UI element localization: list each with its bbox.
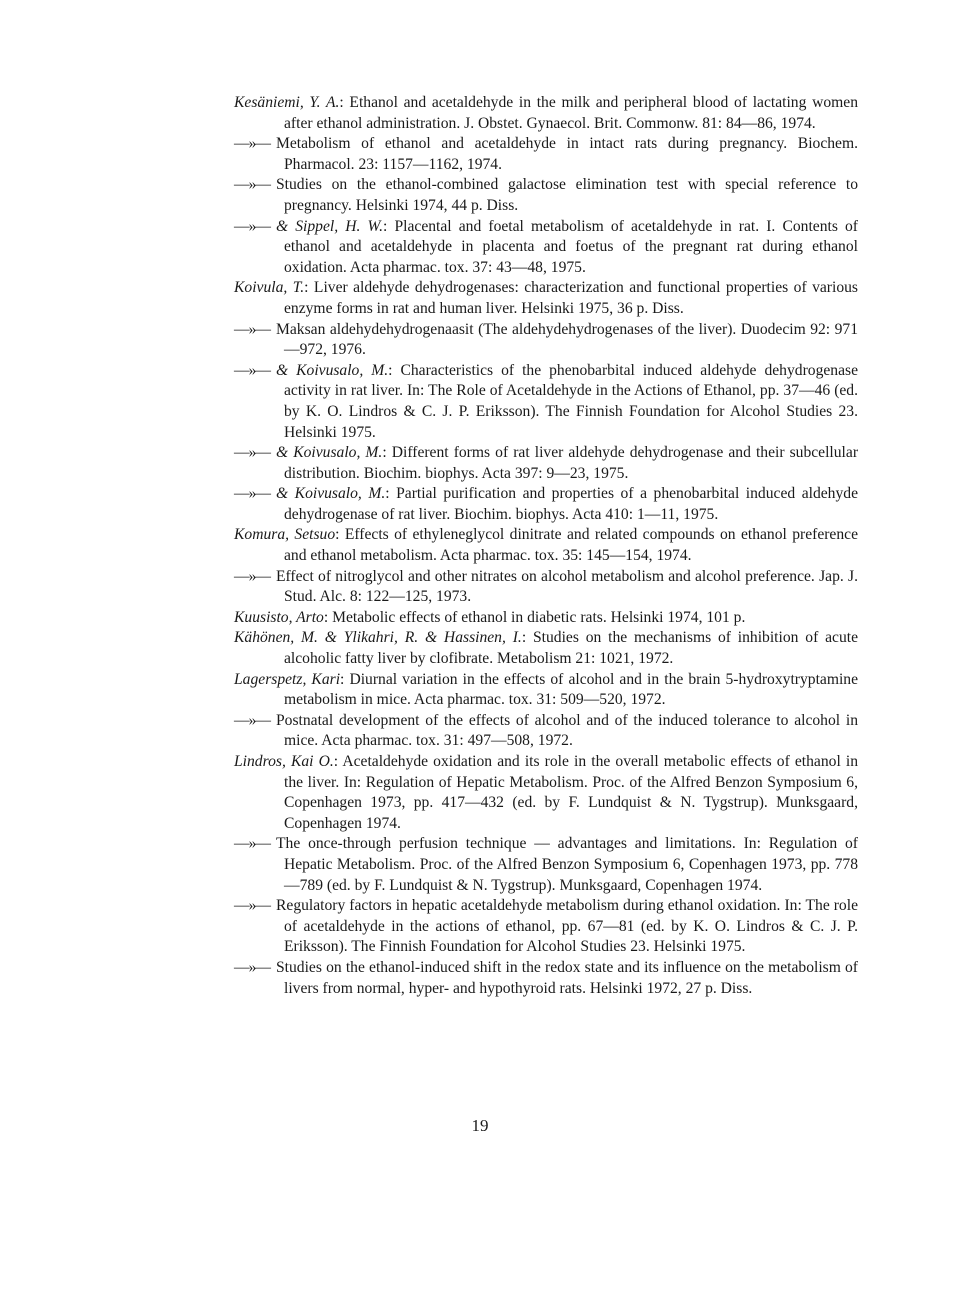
reference-separator: : <box>340 670 350 688</box>
reference-author: & Koivusalo, M. <box>276 361 389 379</box>
reference-author: Koivula, T. <box>234 279 305 297</box>
reference-entry <box>234 752 858 834</box>
reference-entry <box>234 958 858 999</box>
reference-entry <box>234 711 858 752</box>
reference-text: Effects of ethyleneglycol dinitrate and related compounds on ethanol preference and ethanol metabolism. Acta pharmac. tox. 35: 145—154, 1974. <box>284 526 858 565</box>
reference-author: & Sippel, H. W. <box>276 217 383 235</box>
ditto-dash: —»— <box>234 135 270 153</box>
reference-text: Liver aldehyde dehydrogenases: characterization and functional properties of various enzyme forms in rat and human liver. Helsinki 1975, 36 p. Diss. <box>284 279 858 317</box>
reference-separator: : <box>385 485 397 503</box>
reference-author: & Koivusalo, M. <box>276 444 383 462</box>
reference-separator: : <box>323 608 333 626</box>
reference-separator: : <box>521 629 533 647</box>
reference-entry <box>234 896 858 958</box>
reference-entry <box>234 93 858 134</box>
reference-entry <box>234 525 858 566</box>
reference-text: Metabolic effects of ethanol in diabetic rats. Helsinki 1974, 101 p. <box>332 608 746 626</box>
reference-entry <box>234 834 858 896</box>
ditto-dash: —»— <box>234 217 270 235</box>
reference-text: Acetaldehyde oxidation and its role in the overall metabolic effects of ethanol in the liver. In: Regulation of Hepatic Metabolism. Proc. of the Alfred Benzon Symposium 6, Copenhagen 1973, pp. 417—432 (ed. by F. Lundquist & N. Tygstrup). Munksgaard, Copenhagen 1974. <box>284 753 859 832</box>
reference-text: Regulatory factors in hepatic acetaldehyde metabolism during ethanol oxidation. In: The role of acetaldehyde in the actions of ethanol, pp. 67—81 (ed. by K. O. Lindros & C. J. P. Eriksson). The Finnish Foundation for Alcohol Studies 23. Helsinki 1975. <box>276 897 858 956</box>
reference-entry <box>234 608 858 629</box>
reference-separator: : <box>382 444 392 462</box>
reference-text: Postnatal development of the effects of alcohol and of the induced tolerance to alcohol in mice. Acta pharmac. tox. 31: 497—508, 1972. <box>276 711 858 750</box>
reference-text: Effect of nitroglycol and other nitrates on alcohol metabolism and alcohol preference. Jap. J. Stud. Alc. 8: 122—125, 1973. <box>276 567 858 606</box>
reference-entry <box>234 217 858 279</box>
reference-text: Placental and foetal metabolism of acetaldehyde in rat. I. Contents of ethanol and acetaldehyde in placenta and foetus of the pregnant rat during ethanol oxidation. Acta pharmac. tox. 37: 43—48, 1975. <box>284 217 859 276</box>
reference-text: Metabolism of ethanol and acetaldehyde in intact rats during pregnancy. Biochem. Pharmacol. 23: 1157—1162, 1974. <box>276 135 858 173</box>
reference-list <box>234 93 858 999</box>
ditto-dash: —»— <box>234 361 270 379</box>
reference-separator: : <box>335 526 345 544</box>
ditto-dash: —»— <box>234 711 270 729</box>
page-number: 19 <box>471 1116 489 1135</box>
reference-text: Different forms of rat liver aldehyde dehydrogenase and their subcellular distribution. Biochim. biophys. Acta 397: 9—23, 1975. <box>284 444 859 482</box>
reference-entry <box>234 484 858 525</box>
reference-entry <box>234 278 858 319</box>
reference-separator: : <box>333 753 343 770</box>
reference-text: Studies on the ethanol-induced shift in the redox state and its influence on the metabolism of livers from normal, hyper- and hypothyroid rats. Helsinki 1972, 27 p. Diss. <box>276 958 858 997</box>
ditto-dash: —»— <box>234 567 270 585</box>
ditto-dash: —»— <box>234 897 270 915</box>
ditto-dash: —»— <box>234 835 270 853</box>
reference-entry <box>234 567 858 608</box>
reference-text: Partial purification and properties of a phenobarbital induced aldehyde dehydrogenase of rat liver. Biochim. biophys. Acta 410: 1—11, 1975. <box>284 485 858 523</box>
reference-text: The once-through perfusion technique — advantages and limitations. In: Regulation of Hepatic Metabolism. Proc. of the Alfred Benzon Symposium 6, Copenhagen 1973, pp. 778—789 (ed. by F. Lundquist & N. Tygstrup). Munksgaard, Copenhagen 1974. <box>276 835 858 894</box>
reference-author: Kuusisto, Arto <box>234 608 324 626</box>
ditto-dash: —»— <box>234 176 270 194</box>
ditto-dash: —»— <box>234 485 270 503</box>
reference-entry <box>234 175 858 216</box>
reference-separator: : <box>339 94 350 111</box>
reference-text: Maksan aldehydehydrogenaasit (The aldehydehydrogenases of the liver). Duodecim 92: 971—972, 1976. <box>276 320 858 359</box>
ditto-dash: —»— <box>234 320 270 338</box>
reference-entry <box>234 628 858 669</box>
reference-author: Komura, Setsuo <box>234 526 336 544</box>
reference-author: Kähönen, M. & Ylikahri, R. & Hassinen, I. <box>234 629 522 647</box>
reference-entry <box>234 670 858 711</box>
reference-entry <box>234 320 858 361</box>
reference-text: Studies on the ethanol-combined galactose elimination test with special reference to pregnancy. Helsinki 1974, 44 p. Diss. <box>276 176 858 214</box>
reference-author: Lindros, Kai O. <box>234 753 334 770</box>
ditto-dash: —»— <box>234 958 270 976</box>
ditto-dash: —»— <box>234 444 270 462</box>
reference-separator: : <box>383 217 395 235</box>
reference-author: Lagerspetz, Kari <box>234 670 341 688</box>
reference-author: Kesäniemi, Y. A. <box>234 94 340 111</box>
reference-text: Diurnal variation in the effects of alcohol and in the brain 5-hydroxytryptamine metabolism in mice. Acta pharmac. tox. 31: 509—520, 1972. <box>284 670 859 709</box>
reference-text: Ethanol and acetaldehyde in the milk and peripheral blood of lactating women after ethanol administration. J. Obstet. Gynaecol. Brit. Commonw. 81: 84—86, 1974. <box>284 94 858 132</box>
reference-text: Characteristics of the phenobarbital induced aldehyde dehydrogenase activity in rat liver. In: The Role of Acetaldehyde in the Actions of Ethanol, pp. 37—46 (ed. by K. O. Lindros & C. J. P. Eriksson). The Finnish Foundation for Alcohol Studies 23. Helsinki 1975. <box>284 361 858 441</box>
reference-entry <box>234 361 858 443</box>
reference-author: & Koivusalo, M. <box>276 485 386 503</box>
reference-separator: : <box>304 279 314 297</box>
reference-text: Studies on the mechanisms of inhibition of acute alcoholic fatty liver by clofibrate. Metabolism 21: 1021, 1972. <box>284 629 858 668</box>
reference-separator: : <box>388 361 401 379</box>
reference-entry <box>234 443 858 484</box>
reference-entry <box>234 134 858 175</box>
